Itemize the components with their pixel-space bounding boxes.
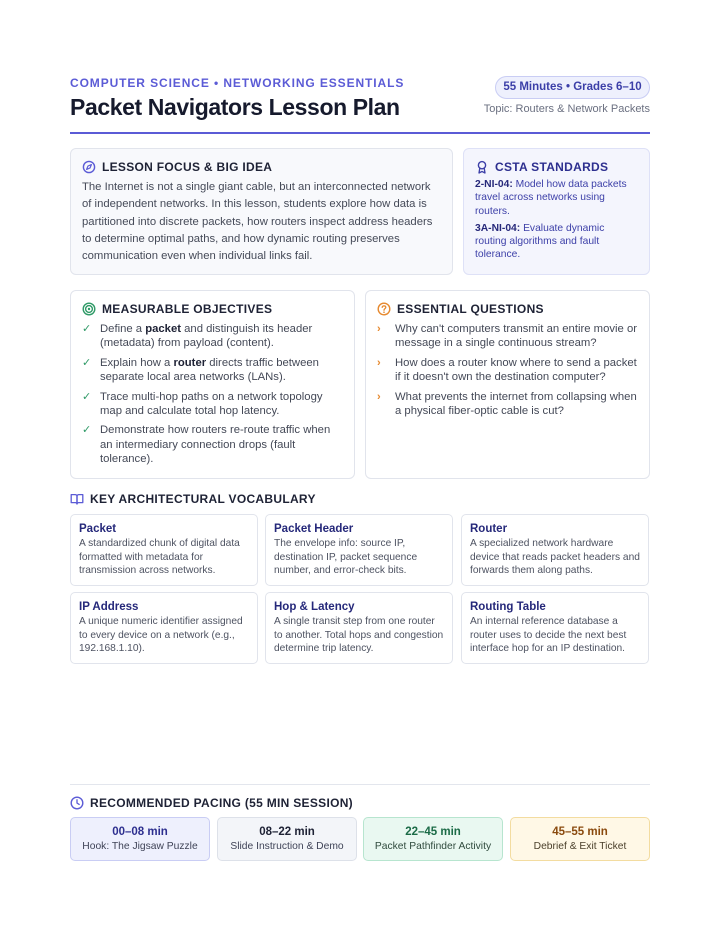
vocab-card: [70, 514, 258, 586]
chevron-right-icon: ›: [377, 390, 381, 403]
pacing-block: [217, 817, 357, 861]
objective-item: [82, 356, 343, 385]
objectives-list: [82, 322, 343, 467]
vocab-definition: A standardized chunk of digital data formatted with metadata for transmission across networks.: [79, 538, 240, 577]
target-icon: [82, 302, 96, 316]
vocab-term: Routing Table: [470, 601, 546, 613]
book-open-icon: [70, 492, 84, 506]
pacing-time: 08–22 min: [259, 826, 315, 838]
pacing-title: RECOMMENDED PACING (55 MIN SESSION): [90, 796, 353, 810]
objective-item: [82, 423, 343, 466]
objective-text: Trace multi-hop paths on a network topology map and calculate total hop latency.: [100, 390, 323, 418]
chevron-right-icon: ›: [377, 323, 381, 335]
questions-list: [377, 322, 638, 418]
objective-item: [82, 390, 343, 419]
award-icon: [475, 160, 489, 174]
question-item: [377, 322, 638, 351]
vocab-card: [461, 514, 649, 586]
vocabulary-title: KEY ARCHITECTURAL VOCABULARY: [90, 492, 316, 506]
vocabulary-heading: [70, 492, 316, 506]
vocab-card: [265, 592, 453, 664]
objective-text: Define a packet and distinguish its header (metadata) from payload (content).: [100, 323, 313, 350]
check-icon: ✓: [82, 390, 92, 403]
objectives-card: [70, 290, 355, 479]
question-text: What prevents the internet from collapsing when a physical fiber-optic cable is cut?: [395, 390, 637, 418]
vocab-card: [70, 592, 258, 664]
questions-heading: [377, 302, 638, 316]
header: [70, 74, 650, 134]
lesson-focus-card: [70, 148, 453, 275]
page-title: Packet Navigators Lesson Plan: [70, 94, 400, 120]
question-text: Why can't computers transmit an entire movie or message in a single continuous stream?: [395, 323, 637, 350]
pacing-block: [363, 817, 503, 861]
topic-label: Topic: Routers & Network Packets: [483, 103, 650, 115]
standards-title: CSTA STANDARDS: [495, 160, 609, 174]
vocab-definition: The envelope info: source IP, destination IP, packet sequence number, and error-check bits.: [274, 538, 418, 577]
vocab-term: IP Address: [79, 601, 139, 613]
vocab-definition: A unique numeric identifier assigned to every device on a network (e.g., 192.168.1.10).: [79, 616, 243, 655]
check-icon: ✓: [82, 323, 92, 335]
vocab-definition: A specialized network hardware device that reads packet headers and forwards them along paths.: [470, 538, 640, 577]
objectives-heading: [82, 302, 343, 316]
check-icon: ✓: [82, 356, 92, 369]
vocab-card: [265, 514, 453, 586]
pacing-block: [70, 817, 210, 861]
essential-questions-card: [365, 290, 650, 479]
vocab-term: Router: [470, 523, 508, 535]
standard-text: Evaluate dynamic routing algorithms and fault tolerance.: [475, 222, 605, 261]
pacing-activity: Slide Instruction & Demo: [230, 841, 344, 852]
chevron-right-icon: ›: [377, 356, 381, 369]
standards-heading: [475, 160, 638, 174]
pacing-time: 00–08 min: [112, 826, 168, 838]
clock-icon: [70, 796, 84, 810]
standard-text: Model how data packets travel across networks using routers.: [475, 179, 627, 217]
check-icon: ✓: [82, 424, 92, 437]
vocab-term: Packet Header: [274, 523, 354, 535]
lesson-focus-title: LESSON FOCUS & BIG IDEA: [102, 160, 273, 174]
objective-item: [82, 322, 343, 351]
pacing-block: [510, 817, 650, 861]
standard-item: [475, 222, 638, 262]
vocab-card: [461, 592, 649, 664]
objectives-title: MEASURABLE OBJECTIVES: [102, 302, 273, 316]
standard-code: 3A-NI-04:: [475, 222, 521, 234]
lesson-focus-text: The Internet is not a single giant cable, but an interconnected network of independent networks. In this lesson, students explore how data is partitioned into discrete packets, how routers inspect address headers to determine optimal paths, and how dynamic routing preserves communication even when individual links fail.: [82, 181, 433, 263]
standard-item: [475, 178, 638, 218]
lesson-focus-heading: [82, 160, 441, 174]
pacing-time: 45–55 min: [552, 826, 608, 838]
question-circle-icon: [377, 302, 391, 316]
questions-title: ESSENTIAL QUESTIONS: [397, 302, 544, 316]
duration-grade-badge: 55 Minutes • Grades 6–10: [495, 76, 650, 99]
vocab-definition: A single transit step from one router to another. Total hops and congestion determine trip latency.: [274, 616, 444, 655]
compass-icon: [82, 160, 96, 174]
pacing-activity: Debrief & Exit Ticket: [533, 841, 627, 852]
objective-text: Demonstrate how routers re-route traffic when an intermediary connection drops (fault tolerance).: [100, 424, 331, 466]
standard-code: 2-NI-04:: [475, 179, 513, 190]
subject-eyebrow: COMPUTER SCIENCE • NETWORKING ESSENTIALS: [70, 76, 405, 90]
pacing-time: 22–45 min: [405, 826, 461, 838]
pacing-activity: Hook: The Jigsaw Puzzle: [82, 841, 198, 852]
vocab-term: Packet: [79, 523, 117, 535]
objective-text: Explain how a router directs traffic between separate local area networks (LANs).: [100, 356, 319, 384]
question-text: How does a router know where to send a packet if it doesn't own the destination computer?: [395, 356, 637, 384]
vocab-term: Hop & Latency: [274, 601, 355, 613]
section-divider: [70, 784, 650, 785]
question-item: [377, 356, 638, 385]
standards-list: [475, 178, 638, 262]
pacing-heading: [70, 796, 353, 810]
pacing-activity: Packet Pathfinder Activity: [374, 841, 492, 852]
vocab-definition: An internal reference database a router uses to decide the next best interface hop for an IP destination.: [470, 616, 627, 655]
csta-standards-card: [463, 148, 650, 275]
question-item: [377, 390, 638, 419]
